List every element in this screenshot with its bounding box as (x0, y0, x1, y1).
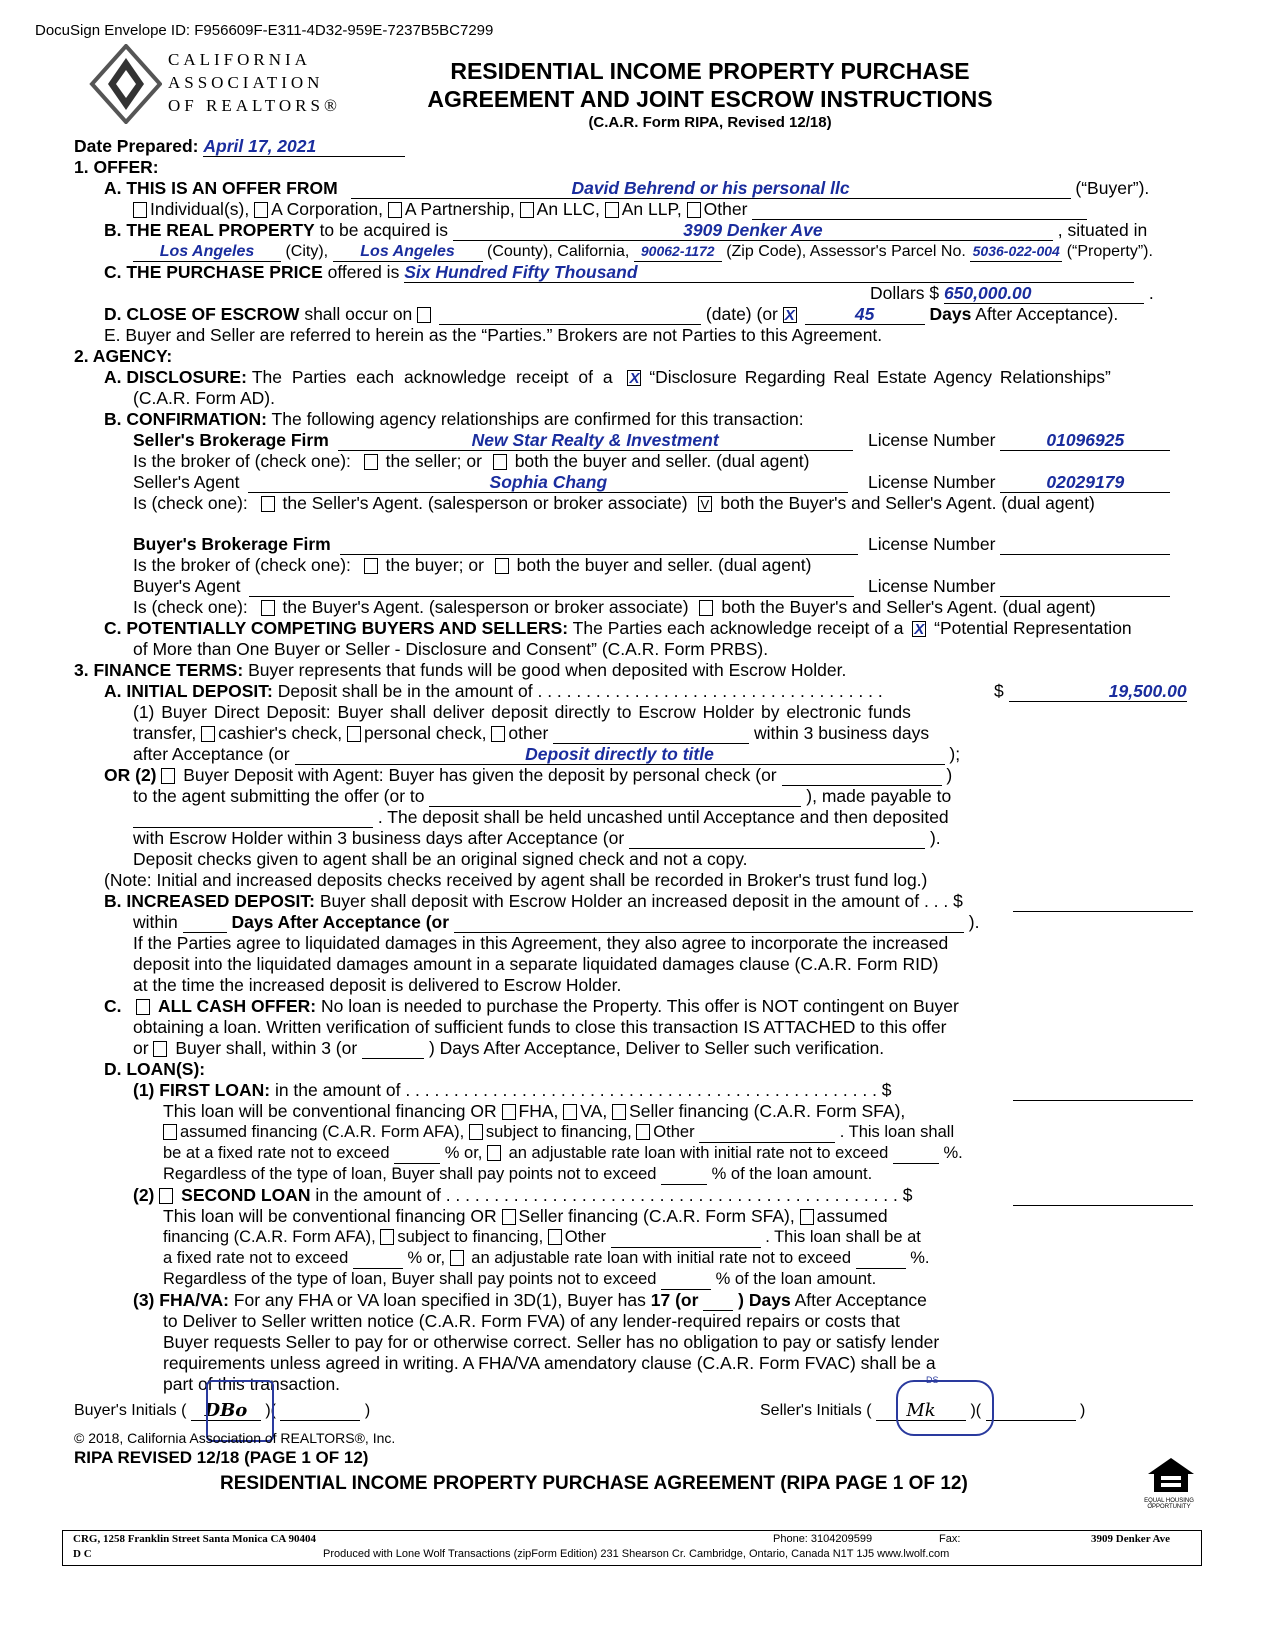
finance-heading: 3. FINANCE TERMS: (74, 660, 244, 680)
offer-c-text: offered is (327, 262, 400, 282)
buyer-agent-check-row (133, 597, 1096, 618)
docusign-ds-mark: DS (926, 1375, 939, 1385)
d2-conventional: This loan will be conventional financing OR (163, 1206, 497, 1226)
zip-field[interactable]: 90062-1172 (634, 241, 722, 262)
offer-d-text: shall occur on (304, 304, 413, 324)
broker-check-label-2: Is the broker of (check one): (133, 555, 351, 575)
seller-agent-label: Seller's Agent (133, 472, 240, 492)
agency-a-label: A. DISCLOSURE: (104, 367, 247, 387)
seller-firm-label: Seller's Brokerage Firm (133, 430, 329, 450)
d1-other: Other (653, 1123, 695, 1141)
logo-line-2: ASSOCIATION (168, 73, 324, 92)
all-cash-label: ALL CASH OFFER: (157, 996, 317, 1016)
buyer-initials-field[interactable]: DBo (191, 1400, 261, 1421)
office-phone: Phone: 3104209599 (773, 1533, 873, 1545)
b-days: Days After Acceptance (or (231, 912, 450, 932)
seller-broker-check-row (133, 451, 809, 472)
first-fixed-rate-field[interactable] (394, 1143, 440, 1164)
sellers-agent-checkbox[interactable] (261, 496, 275, 512)
buyer-name-field[interactable]: David Behrend or his personal llc (351, 178, 1071, 199)
loans-heading: D. LOAN(S): (104, 1059, 206, 1079)
the-seller-label: the seller; or (385, 451, 482, 471)
close-days-checkbox[interactable] (783, 307, 797, 323)
buyer-firm-label: Buyer's Brokerage Firm (133, 534, 331, 554)
finance-heading-text: Buyer represents that funds will be good when deposited with Escrow Holder. (248, 660, 847, 680)
dollar-sign: $ (994, 681, 1009, 701)
d2-shall: . This loan shall be at (765, 1228, 921, 1246)
both-dual-label-2: both the buyer and seller. (dual agent) (516, 555, 812, 575)
seller-firm-license-row (868, 430, 1170, 451)
seller-agent-field[interactable]: Sophia Chang (248, 472, 848, 493)
b-within: within (133, 912, 178, 932)
d1-points: Regardless of the type of loan, Buyer shall pay points not to exceed (163, 1165, 657, 1183)
second-points-field[interactable] (661, 1269, 711, 1290)
agency-a-text3: (C.A.R. Form AD). (133, 388, 275, 408)
d2-subject: subject to financing, (397, 1228, 544, 1246)
second-other-checkbox[interactable] (548, 1229, 562, 1245)
seller-agent-license-row (868, 472, 1170, 493)
offer-c-label: C. THE PURCHASE PRICE (104, 262, 323, 282)
offer-d-label: D. CLOSE OF ESCROW (104, 304, 300, 324)
buyer-dual-checkbox[interactable] (495, 558, 509, 574)
other-method-field[interactable] (553, 723, 749, 744)
is-check-label-2: Is (check one): (133, 597, 248, 617)
entity-types-row (133, 199, 1087, 220)
fha-va-17: 17 (or (650, 1290, 699, 1310)
fha-va-line-4: requirements unless agreed in writing. A FHA/VA amendatory clause (C.A.R. Form FVAC) shall be a (163, 1353, 936, 1373)
b-period: ). (968, 912, 980, 932)
buyers-agent-opt: the Buyer's Agent. (salesperson or broker associate) (282, 597, 689, 617)
increased-deposit-field[interactable] (1013, 891, 1193, 912)
a2-payable-field[interactable] (133, 807, 373, 828)
d1-pct: %. (943, 1144, 963, 1162)
d1-fha: FHA, (518, 1101, 559, 1121)
buyer-initials-row: Buyer's Initials ( DBo )( ) (74, 1400, 371, 1421)
envelope-id: DocuSign Envelope ID: F956609F-E311-4D32-959E-7237B5BC7299 (35, 22, 494, 39)
first-loan-line-3 (163, 1122, 954, 1143)
increased-deposit-text: Buyer shall deposit with Escrow Holder an increased deposit in the amount of . . . $ (319, 891, 963, 911)
initial-deposit-label: A. INITIAL DEPOSIT: (104, 681, 273, 701)
a1-end: ); (949, 744, 961, 764)
second-adjustable-checkbox[interactable] (450, 1250, 464, 1266)
second-loan-label: SECOND LOAN (181, 1185, 311, 1205)
fha-checkbox[interactable] (502, 1104, 516, 1120)
license-label: License Number (868, 430, 996, 450)
fha-va-days-field[interactable] (703, 1290, 733, 1311)
other-loan-checkbox[interactable] (636, 1124, 650, 1140)
first-adjustable-rate-field[interactable] (893, 1143, 939, 1164)
a1-other: other (508, 723, 549, 743)
d1-assumed: assumed financing (C.A.R. Form AFA), (180, 1123, 465, 1141)
d2-adjustable: an adjustable rate loan with initial rate not to exceed (471, 1249, 852, 1267)
increased-days-field[interactable] (183, 912, 227, 933)
d1-or: % or, (444, 1144, 483, 1162)
seller-agent-license-field[interactable]: 02029179 (1000, 472, 1170, 493)
logo-line-3: OF REALTORS® (168, 96, 341, 115)
a2-payee-field[interactable] (429, 786, 801, 807)
fha-va-line-2: to Deliver to Seller written notice (C.A.R. Form FVA) of any lender-required repairs or costs that (163, 1311, 900, 1331)
agent-deposit-checkbox[interactable] (161, 768, 175, 784)
d2-points: Regardless of the type of loan, Buyer shall pay points not to exceed (163, 1270, 657, 1288)
offer-b-text: to be acquired is (319, 220, 448, 240)
other-loan-field[interactable] (699, 1122, 835, 1143)
offer-a-row (104, 178, 1149, 199)
c-within: Buyer shall, within 3 (or (175, 1038, 358, 1058)
increased-deposit-amount-row (1013, 891, 1193, 912)
entity-partnership: A Partnership, (404, 199, 515, 219)
second-loan-line-5 (163, 1269, 876, 1290)
corporation-checkbox[interactable] (254, 202, 268, 218)
all-cash-text: No loan is needed to purchase the Property. This offer is NOT contingent on Buyer (321, 996, 959, 1016)
increased-deposit-line-5: at the time the increased deposit is delivered to Escrow Holder. (133, 975, 622, 995)
cashier-check-checkbox[interactable] (201, 726, 215, 742)
first-loan-text: in the amount of . . . . . . . . . . . . . . . . . . . . . . . . . . . . . . . . . . . . . . . . . . . . . . . . . $ (274, 1080, 892, 1100)
a1-within: within 3 business days (754, 723, 930, 743)
d2-assumed: assumed (816, 1206, 888, 1226)
offer-e-text: E. Buyer and Seller are referred to herein as the “Parties.” Brokers are not Parties to this Agreement. (104, 325, 883, 345)
seller-firm-row (133, 430, 853, 451)
personal-check-checkbox[interactable] (347, 726, 361, 742)
seller-agent-row (133, 472, 848, 493)
second-fixed-rate-field[interactable] (353, 1248, 403, 1269)
county-field[interactable]: Los Angeles (333, 241, 483, 262)
d1-shall: . This loan shall (839, 1123, 955, 1141)
agency-c-text2: “Potential Representation (934, 618, 1132, 638)
buyer-agent-label: Buyer's Agent (133, 576, 241, 596)
finance-note: (Note: Initial and increased deposits checks received by agent shall be recorded in Broker's trust fund log.) (104, 870, 928, 890)
a1-line-2 (133, 723, 929, 744)
agency-a-text: The Parties each acknowledge receipt of a (251, 367, 613, 387)
a1-after: after Acceptance (or (133, 744, 290, 764)
a2-paren: ) (946, 765, 953, 785)
license-label-4: License Number (868, 576, 996, 596)
price-words-field[interactable]: Six Hundred Fifty Thousand (404, 262, 1134, 283)
a2-payable: ), made payable to (806, 786, 952, 806)
fha-va-after: After Acceptance (794, 1290, 927, 1310)
individual-checkbox[interactable] (133, 202, 147, 218)
agency-a-text2: “Disclosure Regarding Real Estate Agency Relationships” (649, 367, 1111, 387)
entity-other: Other (703, 199, 748, 219)
title-line-1: RESIDENTIAL INCOME PROPERTY PURCHASE (450, 58, 970, 84)
sellers-agent-opt: the Seller's Agent. (salesperson or broker associate) (282, 493, 688, 513)
footer-address: 3909 Denker Ave (1091, 1533, 1171, 1545)
a2-deposit-alt-field[interactable] (782, 765, 942, 786)
second-loan-line-4 (163, 1248, 929, 1269)
agency-c-label: C. POTENTIALLY COMPETING BUYERS AND SELLERS: (104, 618, 569, 638)
second-loan-row: (2) SECOND LOAN in the amount of . . . . . . . . . . . . . . . . . . . . . . . . . . . . . . . . . . . . . . . . . . . . . . . $ (133, 1185, 913, 1205)
initial-deposit-row (104, 681, 883, 702)
d1-adjustable: an adjustable rate loan with initial rate not to exceed (508, 1144, 889, 1162)
a2-period: ). (929, 828, 941, 848)
llc-checkbox[interactable] (520, 202, 534, 218)
increased-deposit-line-3: If the Parties agree to liquidated damages in this Agreement, they also agree to incorporate the increased (133, 933, 949, 953)
close-days-field[interactable]: 45 (805, 304, 925, 325)
increased-alt-field[interactable] (454, 912, 964, 933)
close-date-field[interactable] (439, 304, 701, 325)
seller-firm-field[interactable]: New Star Realty & Investment (338, 430, 853, 451)
second-seller-fin-checkbox[interactable] (502, 1209, 516, 1225)
offer-b-row (104, 220, 1147, 241)
dollars-label: Dollars $ (870, 283, 940, 303)
increased-deposit-row (104, 891, 963, 912)
agency-b-row (104, 409, 804, 430)
seller-agent-check-row (133, 493, 1095, 514)
first-loan-label: (1) FIRST LOAN: (133, 1080, 271, 1100)
entity-llc: An LLC, (536, 199, 600, 219)
c-or: or (133, 1038, 149, 1058)
fha-va-row (133, 1290, 927, 1311)
agency-c-text: The Parties each acknowledge receipt of a (572, 618, 904, 638)
a2-uncashed: . The deposit shall be held uncashed until Acceptance and then deposited (377, 807, 949, 827)
equal-housing-icon (1146, 1456, 1196, 1496)
title-line-2: AGREEMENT AND JOINT ESCROW INSTRUCTIONS (427, 86, 993, 112)
d2-seller-fin: Seller financing (C.A.R. Form SFA), (518, 1206, 795, 1226)
produced-line: Produced with Lone Wolf Transactions (zipForm Edition) 231 Shearson Cr. Cambridge, Ontario, Canada N1T 1J5 www.lwolf.com (323, 1548, 950, 1560)
both-agent-opt-2: both the Buyer's and Seller's Agent. (dual agent) (721, 597, 1096, 617)
offer-d-row (104, 304, 1118, 325)
d2-financing: financing (C.A.R. Form AFA), (163, 1228, 376, 1246)
increased-deposit-line-2 (133, 912, 979, 933)
second-loan-line-3 (163, 1227, 921, 1248)
offer-c-row (104, 262, 1134, 283)
days-label: Days (929, 304, 972, 324)
office-initials: D C (73, 1548, 92, 1560)
office-address: CRG, 1258 Franklin Street Santa Monica CA 90404 (73, 1533, 317, 1545)
close-date-checkbox[interactable] (417, 307, 431, 323)
a1-personal: personal check, (363, 723, 487, 743)
offer-b-label: B. THE REAL PROPERTY (104, 220, 315, 240)
office-fax: Fax: (939, 1533, 961, 1545)
property-label: (“Property”). (1066, 243, 1153, 260)
second-adjustable-rate-field[interactable] (856, 1248, 906, 1269)
llp-checkbox[interactable] (605, 202, 619, 218)
buyers-agent-checkbox[interactable] (261, 600, 275, 616)
all-cash-line-2: obtaining a loan. Written verification of sufficient funds to close this transaction IS ATTACHED to this offer (133, 1017, 947, 1037)
d2-pct: %. (910, 1249, 930, 1267)
agency-c-row (104, 618, 1132, 639)
d2-loan-amount: % of the loan amount. (715, 1270, 877, 1288)
seller-initials-field[interactable]: Mk (876, 1400, 966, 1421)
car-logo-icon (88, 44, 162, 124)
first-loan-line-5 (163, 1164, 872, 1185)
a1-alt-field[interactable]: Deposit directly to title (295, 744, 945, 765)
second-subject-to-checkbox[interactable] (380, 1229, 394, 1245)
d2-fixed: a fixed rate not to exceed (163, 1249, 349, 1267)
license-label-3: License Number (868, 534, 996, 554)
partnership-checkbox[interactable] (388, 202, 402, 218)
seller-initials-label: Seller's Initials ( (760, 1402, 872, 1419)
logo-line-1: CALIFORNIA (168, 50, 311, 69)
first-adjustable-checkbox[interactable] (487, 1145, 501, 1161)
dollars-row (870, 283, 1154, 304)
seller-firm-license-field[interactable]: 01096925 (1000, 430, 1170, 451)
d1-seller-fin: Seller financing (C.A.R. Form SFA), (629, 1101, 906, 1121)
agency-a-row (104, 367, 1111, 388)
fha-va-line-3: Buyer requests Seller to pay for or otherwise correct. Seller has no obligation to pay or satisfy lender (163, 1332, 940, 1352)
offer-a-label: A. THIS IS AN OFFER FROM (104, 178, 338, 198)
second-other-field[interactable] (611, 1227, 761, 1248)
location-row (133, 241, 1153, 262)
zip-label: (Zip Code), Assessor's Parcel No. (726, 243, 966, 260)
a2-escrow-alt-field[interactable] (629, 828, 925, 849)
buyer-both-agent-checkbox[interactable] (699, 600, 713, 616)
all-cash-checkbox[interactable] (136, 999, 150, 1015)
first-loan-amount-field[interactable] (1013, 1080, 1193, 1101)
all-cash-row: C. ALL CASH OFFER: No loan is needed to purchase the Property. This offer is NOT contingent on Buyer (104, 996, 959, 1016)
city-label: (City), (285, 243, 329, 260)
a1-cashier: cashier's check, (218, 723, 343, 743)
equal-housing-text: EQUAL HOUSING OPPORTUNITY (1144, 1498, 1194, 1510)
buyer-agent-field[interactable] (249, 576, 854, 597)
title-sub: (C.A.R. Form RIPA, Revised 12/18) (588, 114, 832, 131)
a2-text: Buyer Deposit with Agent: Buyer has given the deposit by personal check (or (183, 765, 777, 785)
second-loan-line-2 (163, 1206, 888, 1227)
increased-deposit-line-4: deposit into the liquidated damages amount in a separate liquidated damages clause (C.A.R. Form RID) (133, 954, 939, 974)
buyer-agent-license-field[interactable] (1000, 576, 1170, 597)
d1-va: VA, (580, 1101, 608, 1121)
copyright: © 2018, California Association of REALTORS®, Inc. (74, 1430, 396, 1446)
county-label: (County), California, (487, 243, 630, 260)
increased-deposit-label: B. INCREASED DEPOSIT: (104, 891, 315, 911)
seller-initials-row: Seller's Initials ( Mk )( ) (760, 1400, 1086, 1421)
initial-deposit-text: Deposit shall be in the amount of . . . . . . . . . . . . . . . . . . . . . . . . . . . . . . . . . . . . (277, 681, 883, 701)
apn-field[interactable]: 5036-022-004 (970, 241, 1062, 262)
buyer-only-checkbox[interactable] (364, 558, 378, 574)
license-label-2: License Number (868, 472, 996, 492)
agency-c-text3: of More than One Buyer or Seller - Disclosure and Consent” (C.A.R. Form PRBS). (133, 639, 769, 659)
a1-line-1: (1) Buyer Direct Deposit: Buyer shall deliver deposit directly to Escrow Holder by electronic funds (133, 702, 911, 722)
first-loan-line-4 (163, 1143, 963, 1164)
situated-text: , situated in (1057, 220, 1148, 240)
first-loan-line-2 (163, 1101, 905, 1122)
all-cash-line-3 (133, 1038, 884, 1059)
city-field[interactable]: Los Angeles (133, 241, 281, 262)
price-field[interactable]: 650,000.00 (944, 283, 1144, 304)
dollars-period: . (1148, 283, 1154, 303)
a2-line-3 (133, 807, 949, 828)
the-buyer-label: the buyer; or (385, 555, 484, 575)
fha-va-days: ) Days (738, 1290, 791, 1310)
d1-subject: subject to financing, (485, 1123, 632, 1141)
both-dual-label: both the buyer and seller. (dual agent) (514, 451, 810, 471)
buyer-initials-label: Buyer's Initials ( (74, 1402, 187, 1419)
va-checkbox[interactable] (563, 1104, 577, 1120)
agency-b-text: The following agency relationships are confirmed for this transaction: (271, 409, 804, 429)
a2-line-2 (133, 786, 951, 807)
other-entity-checkbox[interactable] (687, 202, 701, 218)
seller-only-checkbox[interactable] (364, 454, 378, 470)
first-points-field[interactable] (661, 1164, 707, 1185)
a2-or: OR (2) (104, 765, 157, 785)
footer-box (62, 1530, 1202, 1566)
disclosure-ad-checkbox[interactable] (627, 370, 641, 386)
prbs-checkbox[interactable] (912, 621, 926, 637)
page-title-footer: RESIDENTIAL INCOME PROPERTY PURCHASE AGREEMENT (RIPA PAGE 1 OF 12) (220, 1473, 968, 1494)
buyer-firm-row (133, 534, 858, 555)
verification-checkbox[interactable] (153, 1041, 167, 1057)
date-prepared-field[interactable]: April 17, 2021 (203, 136, 405, 157)
fha-va-line-5: part of this transaction. (163, 1374, 341, 1394)
revised-line: RIPA REVISED 12/18 (PAGE 1 OF 12) (74, 1448, 369, 1467)
entity-individual: Individual(s), (150, 199, 250, 219)
c-deliver: ) Days After Acceptance, Deliver to Seller such verification. (428, 1038, 885, 1058)
both-agent-opt: both the Buyer's and Seller's Agent. (dual agent) (720, 493, 1095, 513)
verification-days-field[interactable] (362, 1038, 424, 1059)
date-label: (date) (or (705, 304, 778, 324)
entity-corporation: A Corporation, (271, 199, 383, 219)
days-after: After Acceptance). (975, 304, 1119, 324)
buyer-firm-license-field[interactable] (1000, 534, 1170, 555)
broker-check-label: Is the broker of (check one): (133, 451, 351, 471)
d2-other: Other (564, 1228, 607, 1246)
date-prepared-row (74, 136, 405, 157)
logo-text (168, 48, 341, 117)
a1-transfer: transfer, (133, 723, 197, 743)
a2-line-5: Deposit checks given to agent shall be an original signed check and not a copy. (133, 849, 748, 869)
fha-va-label: (3) FHA/VA: (133, 1290, 229, 1310)
d1-conventional: This loan will be conventional financing OR (163, 1101, 497, 1121)
subject-to-checkbox[interactable] (469, 1124, 483, 1140)
second-loan-text: in the amount of . . . . . . . . . . . . . . . . . . . . . . . . . . . . . . . . . . . . . . . . . . . . . . . $ (315, 1185, 913, 1205)
date-prepared-label: Date Prepared: (74, 136, 199, 156)
d2-or: % or, (407, 1249, 446, 1267)
offer-heading: 1. OFFER: (74, 157, 159, 177)
seller-initials-2-field[interactable] (986, 1400, 1076, 1421)
buyer-agent-row (133, 576, 854, 597)
d1-loan-amount: % of the loan amount. (711, 1165, 873, 1183)
fha-va-text: For any FHA or VA loan specified in 3D(1), Buyer has (233, 1290, 646, 1310)
other-method-checkbox[interactable] (491, 726, 505, 742)
property-address-field[interactable]: 3909 Denker Ave (453, 220, 1053, 241)
initial-deposit-field[interactable]: 19,500.00 (1009, 681, 1187, 702)
second-assumed-checkbox[interactable] (800, 1209, 814, 1225)
agency-heading: 2. AGENCY: (74, 346, 173, 366)
seller-both-agent-checkbox[interactable] (698, 496, 712, 512)
d1-fixed: be at a fixed rate not to exceed (163, 1144, 390, 1162)
initial-deposit-amount-row (994, 681, 1187, 702)
buyer-suffix: (“Buyer”). (1075, 178, 1150, 198)
buyer-agent-license-row (868, 576, 1170, 597)
first-loan-amount-row (1013, 1080, 1193, 1101)
buyer-broker-check-row (133, 555, 811, 576)
entity-llp: An LLP, (621, 199, 682, 219)
is-check-label: Is (check one): (133, 493, 248, 513)
first-loan-row (133, 1080, 892, 1101)
seller-financing-checkbox[interactable] (612, 1104, 626, 1120)
other-entity-field[interactable] (752, 199, 1087, 220)
a2-agent: to the agent submitting the offer (or to (133, 786, 425, 806)
agency-b-label: B. CONFIRMATION: (104, 409, 267, 429)
second-loan-checkbox[interactable] (159, 1188, 173, 1204)
second-loan-amount-field[interactable] (1013, 1185, 1193, 1206)
second-loan-amount-row (1013, 1185, 1193, 1206)
assumed-financing-checkbox[interactable] (163, 1124, 177, 1140)
a1-line-3 (133, 744, 960, 765)
a2-escrow: with Escrow Holder within 3 business days after Acceptance (or (133, 828, 625, 848)
seller-initials-stamp (896, 1380, 994, 1436)
a2-line-1 (104, 765, 952, 786)
buyer-initials-2-field[interactable] (280, 1400, 360, 1421)
a2-line-4 (133, 828, 941, 849)
finance-heading-row (74, 660, 846, 681)
seller-dual-checkbox[interactable] (493, 454, 507, 470)
buyer-firm-license-row (868, 534, 1170, 555)
buyer-firm-field[interactable] (340, 534, 858, 555)
